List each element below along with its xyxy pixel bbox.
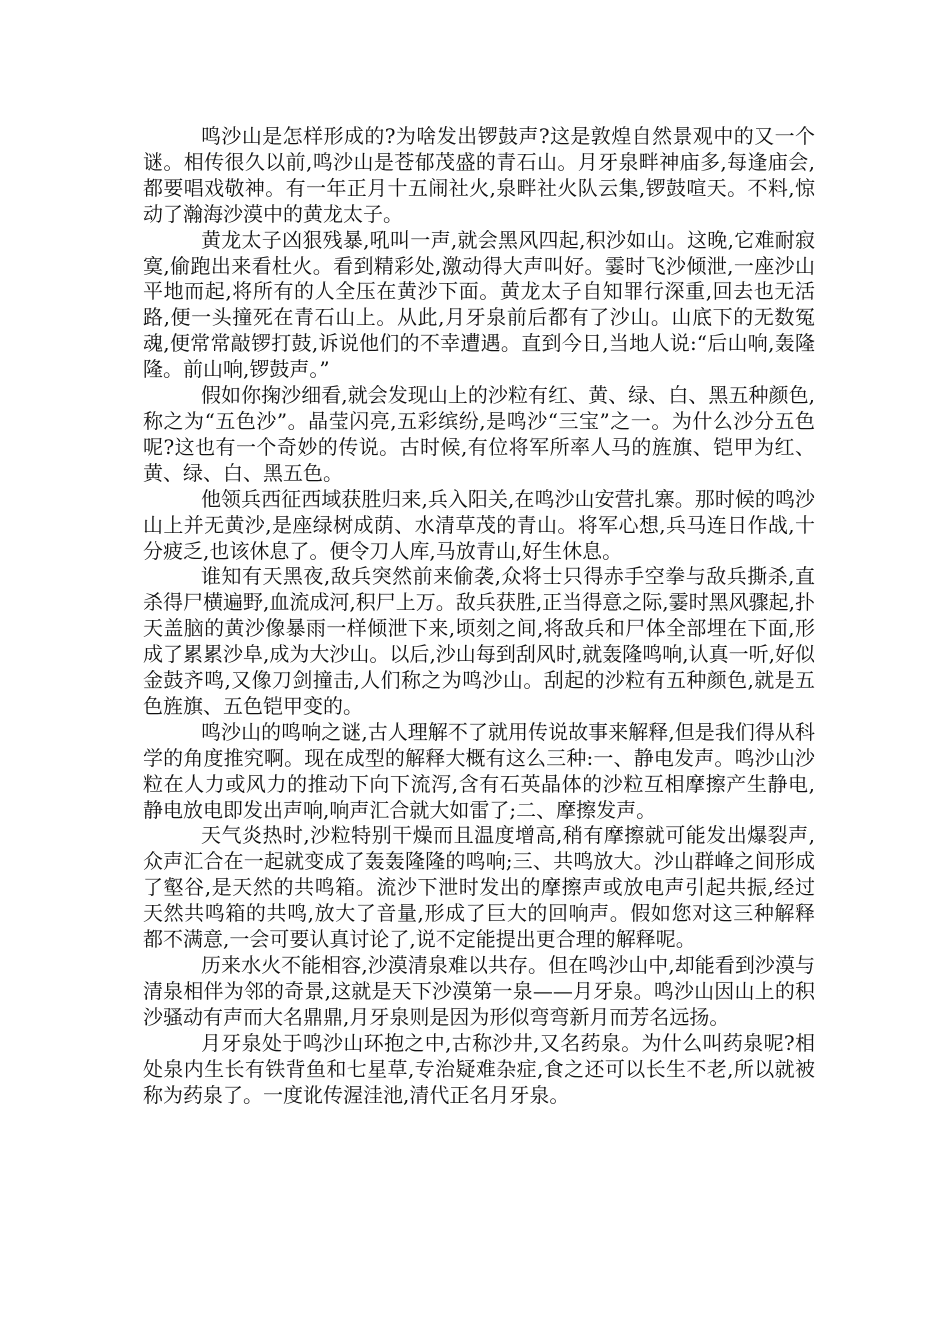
paragraph-4: 他领兵西征西域获胜归来,兵入阳关,在鸣沙山安营扎寨。那时候的鸣沙山上并无黄沙,是座绿树成荫、水清草茂的青山。将军心想,兵马连日作战,十分疲乏,也该休息了。便令刀人库,马放青山,好生休息。 xyxy=(143,486,815,563)
paragraph-3: 假如你掬沙细看,就会发现山上的沙粒有红、黄、绿、白、黑五种颜色,称之为“五色沙”。晶莹闪亮,五彩缤纷,是鸣沙“三宝”之一。为什么沙分五色呢?这也有一个奇妙的传说。古时候,有位将军所率人马的旌旗、铠甲为红、黄、绿、白、黑五色。 xyxy=(143,383,815,485)
paragraph-7: 天气炎热时,沙粒特别干燥而且温度增高,稍有摩擦就可能发出爆裂声,众声汇合在一起就变成了轰轰隆隆的鸣响;三、共鸣放大。沙山群峰之间形成了壑谷,是天然的共鸣箱。流沙下泄时发出的摩擦声或放电声引起共振,经过天然共鸣箱的共鸣,放大了音量,形成了巨大的回响声。假如您对这三种解释都不满意,一会可要认真讨论了,说不定能提出更合理的解释呢。 xyxy=(143,823,815,952)
paragraph-8: 历来水火不能相容,沙漠清泉难以共存。但在鸣沙山中,却能看到沙漠与清泉相伴为邻的奇景,这就是天下沙漠第一泉——月牙泉。鸣沙山因山上的积沙骚动有声而大名鼎鼎,月牙泉则是因为形似弯弯新月而芳名远扬。 xyxy=(143,953,815,1029)
paragraph-2: 黄龙太子凶狠残暴,吼叫一声,就会黑风四起,积沙如山。这晚,它难耐寂寞,偷跑出来看杜火。看到精彩处,激动得大声叫好。霎时飞沙倾泄,一座沙山平地而起,将所有的人全压在黄沙下面。黄龙太子自知罪行深重,回去也无活路,便一头撞死在青石山上。从此,月牙泉前后都有了沙山。山底下的无数冤魂,便常常敲锣打鼓,诉说他们的不幸遭遇。直到今日,当地人说:“后山响,轰隆隆。前山响,锣鼓声。” xyxy=(143,227,815,382)
paragraph-5: 谁知有天黑夜,敌兵突然前来偷袭,众将士只得赤手空拳与敌兵撕杀,直杀得尸横遍野,血流成河,积尸上万。敌兵获胜,正当得意之际,霎时黑风骤起,扑天盖脑的黄沙像暴雨一样倾泄下来,顷刻之间,将敌兵和尸体全部埋在下面,形成了累累沙阜,成为大沙山。以后,沙山每到刮风时,就轰隆鸣响,认真一听,好似金鼓齐鸣,又像刀剑撞击,人们称之为鸣沙山。刮起的沙粒有五种颜色,就是五色旌旗、五色铠甲变的。 xyxy=(143,564,815,718)
paragraph-6: 鸣沙山的鸣响之谜,古人理解不了就用传说故事来解释,但是我们得从科学的角度推究啊。现在成型的解释大概有这么三种:一、静电发声。鸣沙山沙粒在人力或风力的推动下向下流泻,含有石英晶体的沙粒互相摩擦产生静电,静电放电即发出声响,响声汇合就大如雷了;二、摩擦发声。 xyxy=(143,719,815,822)
document-body xyxy=(143,124,815,1108)
paragraph-1: 鸣沙山是怎样形成的?为啥发出锣鼓声?这是敦煌自然景观中的又一个谜。相传很久以前,鸣沙山是苍郁茂盛的青石山。月牙泉畔神庙多,每逢庙会,都要唱戏敬神。有一年正月十五闹社火,泉畔社火队云集,锣鼓喧天。不料,惊动了瀚海沙漠中的黄龙太子。 xyxy=(143,124,815,226)
paragraph-9: 月牙泉处于鸣沙山环抱之中,古称沙井,又名药泉。为什么叫药泉呢?相处泉内生长有铁背鱼和七星草,专治疑难杂症,食之还可以长生不老,所以就被称为药泉了。一度讹传渥洼池,清代正名月牙泉。 xyxy=(143,1030,815,1107)
